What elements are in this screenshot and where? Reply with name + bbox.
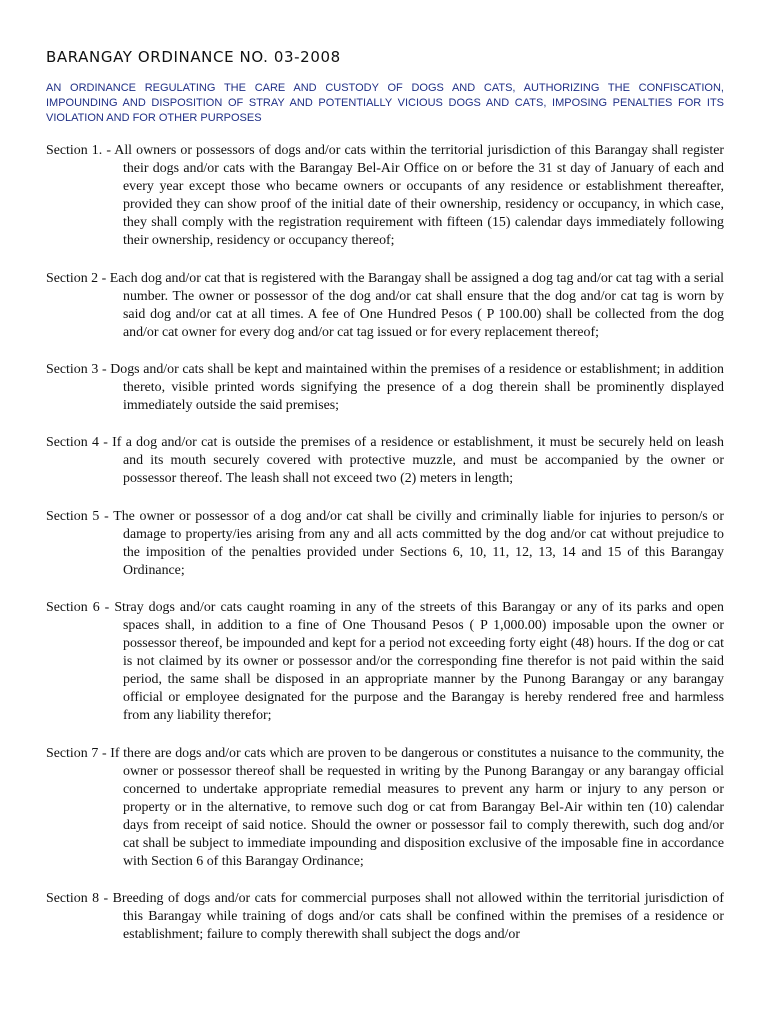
section-label: Section 6 [46,599,100,615]
section-7 [46,745,724,872]
section-text: - Each dog and/or cat that is registered with the Barangay shall be assigned a dog tag and/or cat tag with a serial number. The owner or possessor of the dog and/or cat shall ensure that the dog and/or cat tag is worn by said dog and/or cat at all times. A fee of One Hundred Pesos ( P 100.00) shall be collected from the dog and/or cat owner for every dog and/or cat tag issued or for every replacement thereof; [98,270,724,340]
section-label: Section 1. [46,143,103,158]
section-text: - Dogs and/or cats shall be kept and maintained within the premises of a residence or establishment; in addition thereto, visible printed words signifying the presence of a dog therein shall be prominently displayed immediately outside the said premises; [98,361,725,414]
section-label: Section 3 [46,361,99,377]
section-2 [46,270,724,342]
section-label: Section 4 [46,435,99,451]
section-label: Section 5 [46,508,100,524]
section-text: - Stray dogs and/or cats caught roaming in any of the streets of this Barangay or any of its parks and open spaces shall, in addition to a fine of One Thousand Pesos ( P 1,000.00) imposable upon the owner or possessor thereof, be impounded and kept for a period not exceeding forty eight (48) hours. If the dog or cat is not claimed by its owner or possessor and/or the corresponding fine therefor is not paid within the said period, the same shall be disposed in an appropriate manner by the Punong Barangay or any barangay official or employee designated for the purpose and the Barangay is hereby rendered free and harmless from any liability therefor; [99,599,724,724]
section-8 [46,890,724,944]
section-3 [46,361,724,415]
section-label: Section 2 [46,270,99,286]
ordinance-sections [46,142,724,963]
section-text: - The owner or possessor of a dog and/or cat shall be civilly and criminally liable for injuries to person/s or damage to property/ies arising from any and all acts committed by the dog and/or cat without prejudice to the imposition of the penalties provided under Sections 6, 10, 11, 12, 13, 14 and 15 of this Barangay Ordinance; [99,508,724,578]
section-label: Section 7 [46,745,99,761]
section-text: - If there are dogs and/or cats which are proven to be dangerous or constitutes a nuisance to the community, the owner or possessor thereof shall be requested in writing by the Punong Barangay or any barangay official concerned to undertake appropriate remedial measures to prevent any harm or injury to any person or property or in the alternative, to remove such dog or cat from Barangay Bel-Air within ten (10) calendar days from receipt of said notice. Should the owner or possessor fail to comply therewith, such dog and/or cat shall be subject to immediate impounding and disposition exclusive of the imposable fine in accordance with Section 6 of this Barangay Ordinance; [98,745,724,870]
ordinance-subtitle: AN ORDINANCE REGULATING THE CARE AND CUSTODY OF DOGS AND CATS, AUTHORIZING THE CONFISCATION, IMPOUNDING AND DISPOSITION OF STRAY AND POTENTIALLY VICIOUS DOGS AND CATS, IMPOSING PENALTIES FOR ITS VIOLATION AND FOR OTHER PURPOSES [46,82,724,124]
section-4 [46,434,724,488]
section-5 [46,508,724,580]
ordinance-title: BARANGAY ORDINANCE NO. 03-2008 [46,48,341,66]
section-6 [46,599,724,726]
section-text: - Breeding of dogs and/or cats for commercial purposes shall not allowed within the territorial jurisdiction of this Barangay while training of dogs and/or cats shall be confined within the premises of a residence or establishment; failure to comply therewith shall subject the dogs and/or [99,891,724,943]
section-text: - All owners or possessors of dogs and/or cats within the territorial jurisdiction of this Barangay shall register their dogs and/or cats with the Barangay Bel-Air Office on or before the 31 st day of January of each and every year except those who became owners or occupants of any residence or establishment thereafter, provided they can show proof of the initial date of their ownership, residency or occupancy, in which case, they shall comply with the registration requirement with fifteen (15) calendar days immediately following their ownership, residency or occupancy thereof; [102,143,724,249]
section-text: - If a dog and/or cat is outside the premises of a residence or establishment, it must be securely held on leash and its mouth securely covered with protective muzzle, and must be accompanied by the owner or possessor thereof. The leash shall not exceed two (2) meters in length; [98,435,724,487]
section-1 [46,142,724,251]
section-label: Section 8 [46,891,100,907]
